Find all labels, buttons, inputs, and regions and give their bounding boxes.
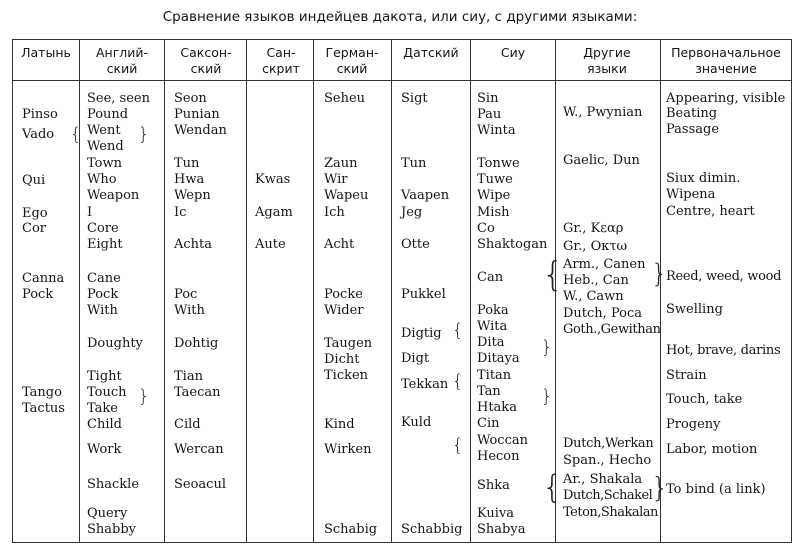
header-english: Англий-ский — [96, 45, 149, 76]
sioux-word: Wipe — [477, 188, 511, 203]
left-brace-icon: { — [70, 124, 82, 145]
column-divider — [313, 39, 314, 543]
left-brace-icon: { — [452, 320, 464, 341]
meaning-text: Progeny — [666, 417, 721, 432]
sioux-word: Htaka — [477, 400, 517, 415]
german-word: Zaun — [324, 156, 358, 171]
sioux-word: Poka — [477, 303, 509, 318]
meaning-text: Hot, brave, darins — [666, 343, 781, 358]
other-language-word: Span., Hecho — [563, 453, 652, 468]
header-german: Герман-ский — [325, 45, 379, 76]
latin-word: Tango — [22, 385, 62, 400]
other-language-word: Gr., Οκτω — [563, 239, 628, 254]
other-language-word: Teton,Shakalan — [563, 505, 658, 520]
danish-word: Jeg — [401, 205, 423, 220]
saxon-word: Tun — [174, 156, 200, 171]
other-language-word: Heb., Can — [563, 273, 629, 288]
sioux-word: Tuwe — [477, 172, 513, 187]
sioux-word: Ditaya — [477, 351, 520, 366]
latin-word: Pock — [22, 287, 54, 302]
sioux-word: Kuiva — [477, 506, 515, 521]
meaning-text: Passage — [666, 122, 720, 137]
latin-word: Qui — [22, 173, 46, 188]
saxon-word: Wepn — [174, 188, 211, 203]
english-word: Child — [87, 417, 122, 432]
header-latin: Латынь — [21, 45, 71, 60]
english-word: Who — [87, 172, 117, 187]
danish-word: Digt — [401, 351, 430, 366]
danish-word: Sigt — [401, 91, 428, 106]
left-brace-icon: { — [542, 468, 563, 506]
header-bottom-border — [12, 80, 791, 81]
header-sioux: Сиу — [500, 45, 526, 60]
meaning-text: Siux dimin. — [666, 171, 741, 186]
danish-word: Tekkan — [401, 377, 449, 392]
danish-word: Vaapen — [401, 188, 450, 203]
right-brace-icon: } — [541, 337, 553, 358]
column-divider — [246, 39, 247, 543]
sioux-word: Mish — [477, 205, 510, 220]
other-language-word: Arm., Canen — [563, 257, 646, 272]
header-saxon: Саксон-ский — [180, 45, 232, 76]
english-word: Query — [87, 506, 128, 521]
column-divider — [391, 39, 392, 543]
sioux-word: Tonwe — [477, 156, 520, 171]
other-language-word: Dutch,Werkan — [563, 436, 654, 451]
meaning-text: Centre, heart — [666, 204, 755, 219]
left-brace-icon: { — [542, 255, 564, 295]
saxon-word: Poc — [174, 287, 198, 302]
column-divider — [660, 39, 661, 543]
german-word: Wapeu — [324, 188, 369, 203]
other-language-word: Dutch, Poca — [563, 306, 643, 321]
saxon-word: Seoacul — [174, 477, 226, 492]
saxon-word: Wercan — [174, 442, 224, 457]
english-word: Shackle — [87, 477, 140, 492]
other-language-word: Dutch,Schakel — [563, 488, 653, 503]
sioux-word: Can — [477, 270, 504, 285]
german-word: Ticken — [324, 368, 369, 383]
latin-word: Vado — [22, 127, 55, 142]
english-word: Pock — [87, 287, 119, 302]
latin-word: Ego — [22, 206, 48, 221]
sioux-word: Pau — [477, 107, 502, 122]
other-language-word: Gr., Κεαρ — [563, 221, 624, 236]
english-word: I — [87, 205, 93, 220]
english-word: Eight — [87, 237, 123, 252]
table-top-border — [12, 39, 791, 40]
sanskrit-word: Kwas — [255, 172, 291, 187]
english-word: Touch — [87, 385, 127, 400]
meaning-text: Beating — [666, 106, 718, 121]
danish-word: Pukkel — [401, 287, 446, 302]
sioux-word: Tan — [477, 384, 501, 399]
column-divider — [470, 39, 471, 543]
meaning-text: Labor, motion — [666, 442, 758, 457]
column-divider — [12, 39, 13, 543]
german-word: Wirken — [324, 442, 372, 457]
german-word: Schabig — [324, 522, 378, 537]
danish-word: Digtig — [401, 326, 442, 341]
table-bottom-border — [12, 542, 791, 543]
saxon-word: Taecan — [174, 385, 221, 400]
saxon-word: Dohtig — [174, 336, 219, 351]
english-word: See, seen — [87, 91, 150, 106]
page-title: Сравнение языков индейцев дакота, или сиу, с другими языками: — [162, 9, 638, 25]
saxon-word: With — [174, 303, 205, 318]
saxon-word: Achta — [174, 237, 213, 252]
saxon-word: Ic — [174, 205, 187, 220]
german-word: Acht — [324, 237, 355, 252]
german-word: Wider — [324, 303, 364, 318]
meaning-text: Reed, weed, wood — [666, 269, 782, 284]
sanskrit-word: Aute — [255, 237, 286, 252]
sioux-word: Hecon — [477, 449, 520, 464]
english-word: Shabby — [87, 522, 137, 537]
right-brace-icon: } — [541, 386, 553, 407]
latin-word: Cor — [22, 221, 46, 236]
latin-word: Pinso — [22, 107, 58, 122]
column-divider — [164, 39, 165, 543]
german-word: Taugen — [324, 336, 373, 351]
saxon-word: Hwa — [174, 172, 205, 187]
english-word: Doughty — [87, 336, 143, 351]
left-brace-icon: { — [452, 435, 464, 456]
latin-word: Tactus — [22, 401, 65, 416]
meaning-text: Touch, take — [666, 392, 743, 407]
sanskrit-word: Agam — [255, 205, 293, 220]
english-word: Cane — [87, 271, 121, 286]
other-language-word: Goth.,Gewithan — [563, 322, 661, 337]
column-divider — [79, 39, 80, 543]
german-word: Wir — [324, 172, 348, 187]
sioux-word: Dita — [477, 335, 505, 350]
sioux-word: Woccan — [477, 433, 528, 448]
sioux-word: Titan — [477, 368, 512, 383]
saxon-word: Wendan — [174, 123, 227, 138]
meaning-text: Swelling — [666, 302, 723, 317]
german-word: Ich — [324, 205, 345, 220]
english-word: Tight — [87, 369, 122, 384]
meaning-text: Wipena — [666, 187, 716, 202]
header-danish: Датский — [403, 45, 459, 60]
sioux-word: Shaktogan — [477, 237, 548, 252]
sioux-word: Co — [477, 221, 495, 236]
english-word: Weapon — [87, 188, 140, 203]
english-word: Core — [87, 221, 119, 236]
saxon-word: Tian — [174, 369, 203, 384]
sioux-word: Shabya — [477, 522, 526, 537]
saxon-word: Seon — [174, 91, 207, 106]
right-brace-icon: } — [138, 124, 150, 145]
sioux-word: Wita — [477, 319, 508, 334]
right-brace-icon: } — [651, 471, 669, 504]
meaning-text: Appearing, visible — [666, 91, 786, 106]
saxon-word: Cild — [174, 417, 201, 432]
column-divider — [791, 39, 792, 543]
sioux-word: Sin — [477, 91, 499, 106]
german-word: Seheu — [324, 91, 366, 106]
sioux-word: Winta — [477, 123, 516, 138]
danish-word: Otte — [401, 237, 430, 252]
meaning-text: To bind (a link) — [666, 482, 766, 497]
latin-word: Canna — [22, 271, 65, 286]
other-language-word: Ar., Shakala — [563, 472, 643, 487]
sioux-word: Shka — [477, 478, 510, 493]
header-sanskrit: Сан-скрит — [262, 45, 300, 76]
english-word: Wend — [87, 139, 124, 154]
sioux-word: Cin — [477, 416, 500, 431]
right-brace-icon: } — [651, 259, 668, 289]
other-language-word: W., Pwynian — [563, 105, 643, 120]
danish-word: Schabbig — [401, 522, 463, 537]
saxon-word: Punian — [174, 107, 220, 122]
danish-word: Tun — [401, 156, 427, 171]
header-meaning: Первоначальное значение — [671, 45, 781, 76]
german-word: Kind — [324, 417, 355, 432]
english-word: Take — [87, 401, 118, 416]
english-word: Work — [87, 442, 122, 457]
other-language-word: W., Cawn — [563, 289, 624, 304]
german-word: Dicht — [324, 352, 360, 367]
right-brace-icon: } — [138, 386, 150, 407]
other-language-word: Gaelic, Dun — [563, 153, 640, 168]
german-word: Pocke — [324, 287, 363, 302]
header-other: Другие языки — [583, 45, 631, 76]
english-word: Pound — [87, 107, 129, 122]
meaning-text: Strain — [666, 368, 707, 383]
english-word: Went — [87, 123, 121, 138]
left-brace-icon: { — [452, 371, 464, 392]
english-word: With — [87, 303, 118, 318]
english-word: Town — [87, 156, 122, 171]
danish-word: Kuld — [401, 415, 432, 430]
